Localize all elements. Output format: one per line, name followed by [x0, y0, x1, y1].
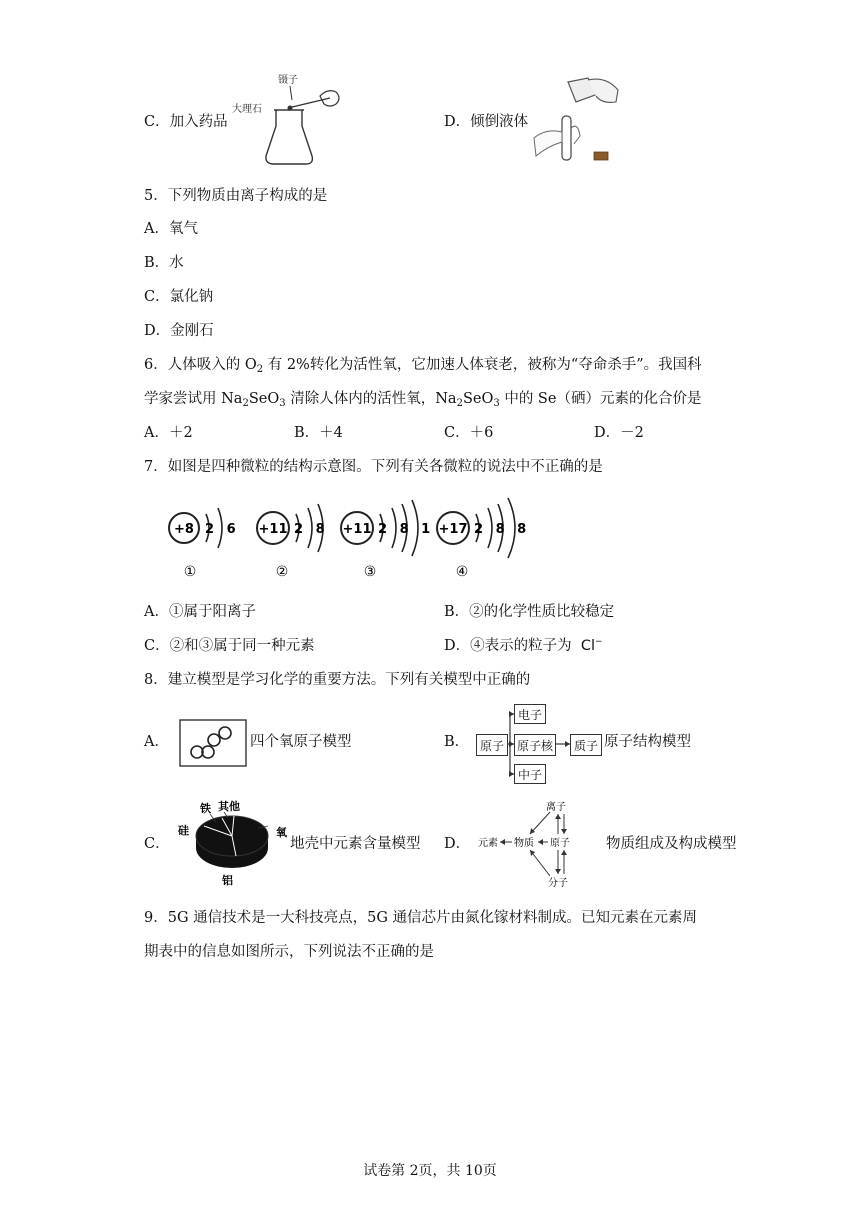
matter-composition-diagram: [474, 798, 602, 890]
atom-box: 原子: [476, 734, 508, 756]
particle-2: [257, 504, 329, 580]
q6-option-d: D．－2: [594, 425, 644, 441]
pie-label-silicon: 硅: [178, 824, 189, 837]
particle-4-shells: 2 8 8: [474, 522, 531, 537]
pie-label-oxygen: 氧: [276, 826, 287, 839]
q5-option-a: A．氧气: [144, 221, 198, 237]
crust-element-pie-chart: [172, 796, 292, 888]
q6-option-c: C．＋6: [444, 425, 494, 441]
tweezers-label: 镊子: [278, 75, 298, 86]
particle-1-label: ①: [183, 564, 197, 580]
particle-3-shells: 2 8 1: [378, 522, 435, 537]
q4-option-c-label: C．加入药品: [144, 114, 228, 130]
q8-option-c-caption: 地壳中元素含量模型: [290, 836, 421, 852]
flask-with-tweezers-figure: [232, 70, 344, 170]
q5-option-b: B．水: [144, 255, 184, 271]
pie-label-iron: 铁: [200, 802, 211, 815]
particle-3-nucleus: +11: [342, 522, 372, 537]
particle-4-label: ④: [455, 564, 469, 580]
pie-label-aluminum: 铝: [222, 874, 233, 887]
q5-stem: 5．下列物质由离子构成的是: [144, 188, 328, 204]
pouring-liquid-figure: [532, 76, 624, 168]
q7-option-b: B．②的化学性质比较稳定: [444, 604, 615, 620]
q8-option-a-caption: 四个氧原子模型: [250, 734, 352, 750]
particle-2-shells: 2 8: [294, 522, 329, 537]
d-node-element: 元素: [478, 838, 498, 849]
q8-option-b-label: B．: [444, 734, 470, 750]
q7-option-c: C．②和③属于同一种元素: [144, 638, 315, 654]
q8-option-c-label: C．: [144, 836, 170, 852]
nucleus-box: 原子核: [514, 734, 556, 756]
q6-option-b: B．＋4: [294, 425, 343, 441]
q9-stem-line1: 9．5G 通信技术是一大科技亮点，5G 通信芯片由氮化镓材料制成。已知元素在元素周: [144, 910, 698, 926]
particle-1: [169, 508, 240, 580]
d-node-atom: 原子: [550, 838, 570, 849]
q8-option-d-label: D．: [444, 836, 471, 852]
proton-box: 质子: [570, 734, 602, 756]
page-footer: 试卷第 2页，共 10页: [363, 1163, 497, 1179]
q7-stem: 7．如图是四种微粒的结构示意图。下列有关各微粒的说法中不正确的是: [144, 459, 603, 475]
q6-stem-line2: 学家尝试用 $Na_2SeO_3$ 清除人体内的活性氧，$Na_2SeO_3$ 中的 Se（硒）元素的化合价是: [144, 391, 702, 409]
electron-box: 电子: [514, 704, 546, 724]
particle-3: [341, 500, 434, 580]
particle-structure-diagrams: [158, 492, 538, 584]
particle-1-shells: 2 6: [205, 522, 240, 537]
particle-4: [437, 498, 530, 580]
q5-option-c: C．氯化钠: [144, 289, 214, 305]
particle-1-nucleus: +8: [174, 522, 194, 537]
q5-option-d: D．金刚石: [144, 323, 214, 339]
oxygen-atoms-model: [176, 718, 248, 768]
q8-stem: 8．建立模型是学习化学的重要方法。下列有关模型中正确的: [144, 672, 531, 688]
q6-option-a: A．＋2: [144, 425, 193, 441]
q8-option-b-caption: 原子结构模型: [604, 734, 691, 750]
q8-option-d-caption: 物质组成及构成模型: [606, 836, 737, 852]
pie-label-other: 其他: [218, 800, 240, 813]
particle-2-nucleus: +11: [258, 522, 288, 537]
q9-stem-line2: 期表中的信息如图所示，下列说法不正确的是: [144, 944, 434, 960]
marble-label: 大理石: [232, 104, 262, 115]
q7-option-d: D．④表示的粒子为 Cl−: [444, 637, 603, 654]
q4-option-d-label: D．倾倒液体: [444, 114, 529, 130]
d-node-molecule: 分子: [548, 878, 568, 889]
d-node-ion: 离子: [546, 802, 566, 813]
q6-stem-line1: 6．人体吸入的 $O_2$ 有 2%转化为活性氧，它加速人体衰老，被称为“夺命杀手”。我国科: [144, 357, 702, 375]
q8-option-a-label: A．: [144, 734, 169, 750]
particle-2-label: ②: [275, 564, 289, 580]
d-node-substance: 物质: [514, 838, 534, 849]
particle-3-label: ③: [363, 564, 377, 580]
particle-4-nucleus: +17: [438, 522, 468, 537]
q7-option-a: A．①属于阳离子: [144, 604, 256, 620]
neutron-box: 中子: [514, 764, 546, 784]
